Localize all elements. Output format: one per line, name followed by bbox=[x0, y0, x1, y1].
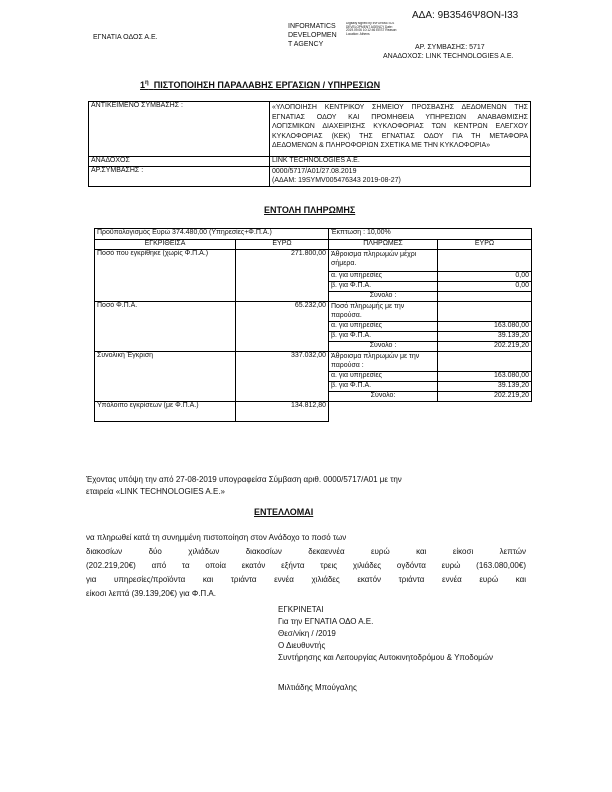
approval-company: Για την ΕΓΝΑΤΙΑ ΟΔΟ Α.Ε. bbox=[278, 617, 374, 626]
total-label: Σύνολο : bbox=[329, 342, 438, 352]
approval-role: Ο Διευθυντής bbox=[278, 641, 326, 650]
payments-with-current-label: Άθροισμα πληρωμών με την παρούσα : bbox=[329, 352, 438, 372]
current-payment-label: Ποσό πληρωμής με την παρούσα. bbox=[329, 302, 438, 322]
total-label: Σύνολο: bbox=[329, 392, 438, 402]
remaining-value: 134.812,80 bbox=[236, 402, 329, 422]
col-header-approved: ΕΓΚΡΙΘΕΙΣΑ bbox=[95, 240, 236, 250]
services-label: α. για υπηρεσίες bbox=[329, 372, 438, 382]
total-value: 202.219,20 bbox=[438, 392, 532, 402]
total-label: Σύνολο : bbox=[329, 292, 438, 302]
vat-value: 39.139,20 bbox=[438, 382, 532, 392]
services-value: 163.080,00 bbox=[438, 322, 532, 332]
contract-info-table bbox=[88, 101, 531, 187]
payment-table bbox=[94, 228, 532, 422]
discount-cell: Έκπτωση : 10,00% bbox=[329, 229, 532, 240]
vat-label: β. για Φ.Π.Α. bbox=[329, 332, 438, 342]
approved-amount-value: 271.800,00 bbox=[236, 250, 329, 302]
table-row bbox=[95, 250, 532, 272]
contract-label: ΑΡ.ΣΥΜΒΑΣΗΣ : bbox=[89, 167, 270, 187]
signatory-name: Μιλτιάδης Μπούγαλης bbox=[278, 683, 357, 692]
vat-label: β. για Φ.Π.Α. bbox=[329, 282, 438, 292]
contract-value: 0000/5717/A01/27.08.2019 (ΑΔΑΜ: 19SYMV005476343 2019-08-27) bbox=[270, 167, 531, 187]
approval-heading: ΕΓΚΡΙΝΕΤΑΙ bbox=[278, 605, 324, 614]
approval-place-date: Θεσ/νίκη / /2019 bbox=[278, 629, 336, 638]
order-title: ΕΝΤΕΛΛΟΜΑΙ bbox=[254, 507, 314, 517]
approved-amount-label: Ποσό που εγκρίθηκε (χωρίς Φ.Π.Α.) bbox=[95, 250, 236, 302]
approval-department: Συντήρησης και Λειτουργίας Αυτοκινητοδρόμου & Υποδομών bbox=[278, 653, 494, 662]
payment-order-title: ΕΝΤΟΛΗ ΠΛΗΡΩΜΗΣ bbox=[264, 205, 356, 215]
remaining-label: Υπόλοιπο εγκρίσεων (με Φ.Π.Α.) bbox=[95, 402, 236, 422]
col-header-euro-2: ΕΥΡΩ bbox=[438, 240, 532, 250]
approval-block bbox=[278, 604, 493, 664]
table-row bbox=[95, 352, 532, 372]
total-approval-value: 337.032,00 bbox=[236, 352, 329, 402]
vat-amount-value: 65.232,00 bbox=[236, 302, 329, 352]
payments-to-date-label: Άθροισμα πληρωμών μέχρι σήμερα. bbox=[329, 250, 438, 272]
col-header-euro-1: ΕΥΡΩ bbox=[236, 240, 329, 250]
order-paragraph: να πληρωθεί κατά τη συνημμένη πιστοποίηση στον Ανάδοχο το ποσό των διακοσίων δύο χιλιάδων διακοσίων δεκαεννέα ευρώ και είκοσι λεπτών (202.219,20€) από τα οποία εκατόν εξήντα τρεις χιλιάδες ογδόντα ευρώ (163.080,00€) για υπηρεσίες/προϊόντα και τριάντα εννέα χιλιάδες εκατόν τριάντα εννέα ευρώ και είκοσι λεπτά (39.139,20€) για Φ.Π.Α. bbox=[86, 533, 526, 598]
company-name: ΕΓΝΑΤΙΑ ΟΔΟΣ Α.Ε. bbox=[93, 34, 158, 41]
table-row bbox=[95, 302, 532, 322]
agency-name: INFORMATICS DEVELOPMEN T AGENCY bbox=[288, 23, 337, 48]
services-value: 0,00 bbox=[438, 272, 532, 282]
page-title: $1^\eta$ ΠΙΣΤΟΠΟΙΗΣΗ ΠΑΡΑΛΑΒΗΣ ΕΡΓΑΣΙΩΝ / ΥΠΗΡΕΣΙΩΝ bbox=[140, 80, 381, 90]
digital-signature-stamp: Digitally signed by INFORMATICS DEVELOPMENT AGENCY Date: 2019.09.06 10:12:46 EEST Reason: Location: Athens bbox=[346, 22, 398, 36]
contractor-header: ΑΝΑΔΟΧΟΣ: LINK TECHNOLOGIES A.E. bbox=[383, 53, 514, 60]
contract-number-header: ΑΡ. ΣΥΜΒΑΣΗΣ: 5717 bbox=[415, 44, 485, 51]
considering-paragraph: Έχοντας υπόψη την από 27-08-2019 υπογραφείσα Σύμβαση αριθ. 0000/5717/A01 με την εταιρεία «LINK TECHNOLOGIES A.E.» bbox=[86, 475, 402, 496]
vat-value: 39.139,20 bbox=[438, 332, 532, 342]
total-approval-label: Συνολική Έγκριση bbox=[95, 352, 236, 402]
vat-label: β. για Φ.Π.Α. bbox=[329, 382, 438, 392]
table-row bbox=[95, 402, 532, 422]
services-label: α. για υπηρεσίες bbox=[329, 322, 438, 332]
vat-amount-label: Ποσό Φ.Π.Α. bbox=[95, 302, 236, 352]
services-value: 163.080,00 bbox=[438, 372, 532, 382]
vat-value: 0,00 bbox=[438, 282, 532, 292]
total-value bbox=[438, 292, 532, 302]
subject-value: «ΥΛΟΠΟΙΗΣΗ ΚΕΝΤΡΙΚΟΥ ΣΗΜΕΙΟΥ ΠΡΟΣΒΑΣΗΣ ΔΕΔΟΜΕΝΩΝ ΤΗΣ ΕΓΝΑΤΙΑΣ ΟΔΟΥ ΚΑΙ ΠΡΟΜΗΘΕΙΑ ΥΠΗΡΕΣΙΩΝ ΑΝΑΒΑΘΜΙΣΗΣ ΛΟΓΙΣΜΙΚΩΝ ΔΙΑΧΕΙΡΙΣΗΣ ΚΥΚΛΟΦΟΡΙΑΣ ΤΩΝ ΚΕΝΤΡΩΝ ΕΛΕΓΧΟΥ ΚΥΚΛΟΦΟΡΙΑΣ (ΚΕΚ) ΤΗΣ ΕΓΝΑΤΙΑΣ ΟΔΟΥ ΓΙΑ ΤΗ ΜΕΤΑΦΟΡΑ ΔΕΔΟΜΕΝΩΝ & ΠΛΗΡΟΦΟΡΙΩΝ ΣΧΕΤΙΚΑ ΜΕ ΤΗΝ ΚΥΚΛΟΦΟΡΙΑ» bbox=[270, 102, 531, 157]
total-value: 202.219,20 bbox=[438, 342, 532, 352]
col-header-payments: ΠΛΗΡΩΜΕΣ bbox=[329, 240, 438, 250]
budget-cell: Προϋπολογισμός Ευρώ 374.480,00 (Υπηρεσίες+Φ.Π.Α.) bbox=[95, 229, 329, 240]
ada-code: ΑΔΑ: 9Β3546Ψ8ΟΝ-Ι33 bbox=[412, 10, 519, 21]
contractor-label: ΑΝΑΔΟΧΟΣ bbox=[89, 157, 270, 167]
services-label: α. για υπηρεσίες bbox=[329, 272, 438, 282]
subject-label: ΑΝΤΙΚΕΙΜΕΝΟ ΣΥΜΒΑΣΗΣ : bbox=[89, 102, 270, 157]
contractor-value: LINK TECHNOLOGIES A.E. bbox=[270, 157, 531, 167]
